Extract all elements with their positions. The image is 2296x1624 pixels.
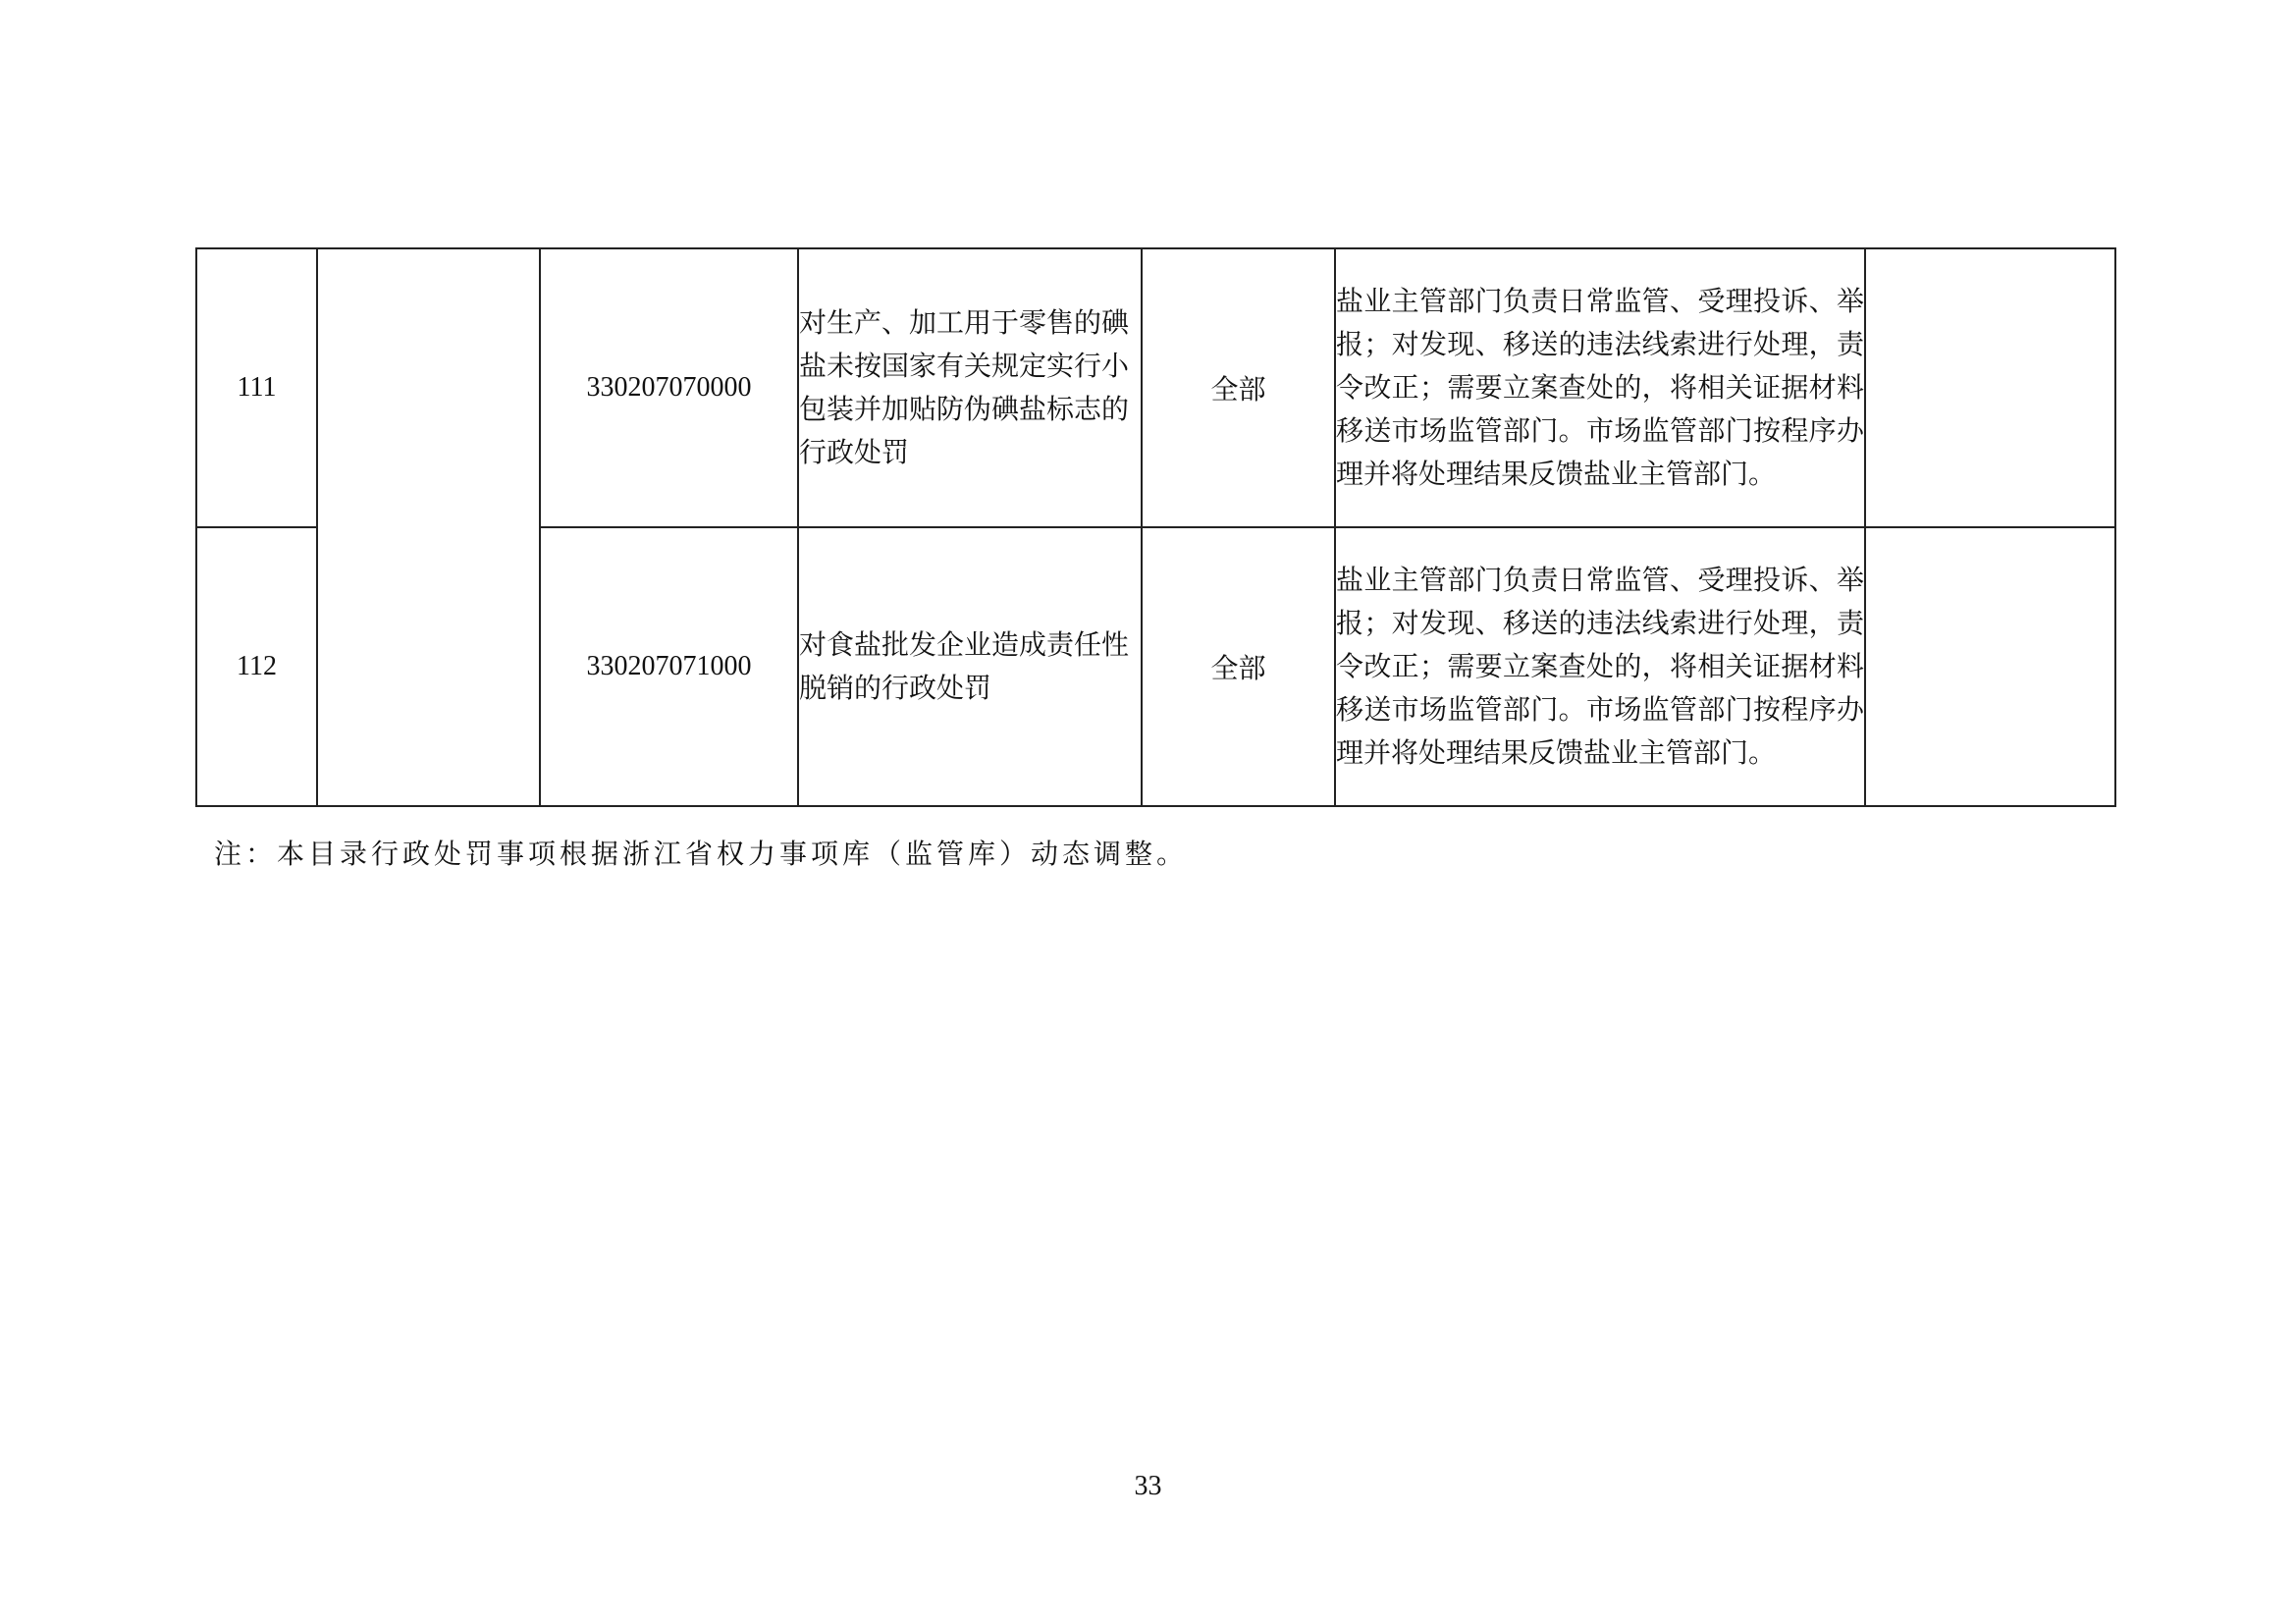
department-division: 盐业主管部门负责日常监管、受理投诉、举报；对发现、移送的违法线索进行处理，责令改正；需要立案查处的，将相关证据材料移送市场监管部门。市场监管部门按程序办理并将处理结果反馈盐业主管部门。	[1335, 248, 1865, 527]
table-row	[196, 248, 2115, 527]
item-code: 330207070000	[540, 248, 798, 527]
item-code: 330207071000	[540, 527, 798, 806]
item-scope: 全部	[1142, 248, 1335, 527]
department-division: 盐业主管部门负责日常监管、受理投诉、举报；对发现、移送的违法线索进行处理，责令改正；需要立案查处的，将相关证据材料移送市场监管部门。市场监管部门按程序办理并将处理结果反馈盐业主管部门。	[1335, 527, 1865, 806]
row-number: 111	[196, 248, 317, 527]
page-number: 33	[1134, 1471, 1162, 1501]
item-scope: 全部	[1142, 527, 1335, 806]
remarks-cell	[1865, 527, 2115, 806]
merged-category-cell	[317, 248, 540, 806]
row-number: 112	[196, 527, 317, 806]
penalty-catalog-table	[195, 247, 2116, 807]
remarks-cell	[1865, 248, 2115, 527]
footnote: 注：本目录行政处罚事项根据浙江省权力事项库（监管库）动态调整。	[214, 838, 1189, 870]
item-name: 对生产、加工用于零售的碘盐未按国家有关规定实行小包装并加贴防伪碘盐标志的行政处罚	[798, 248, 1142, 527]
item-name: 对食盐批发企业造成责任性脱销的行政处罚	[798, 527, 1142, 806]
